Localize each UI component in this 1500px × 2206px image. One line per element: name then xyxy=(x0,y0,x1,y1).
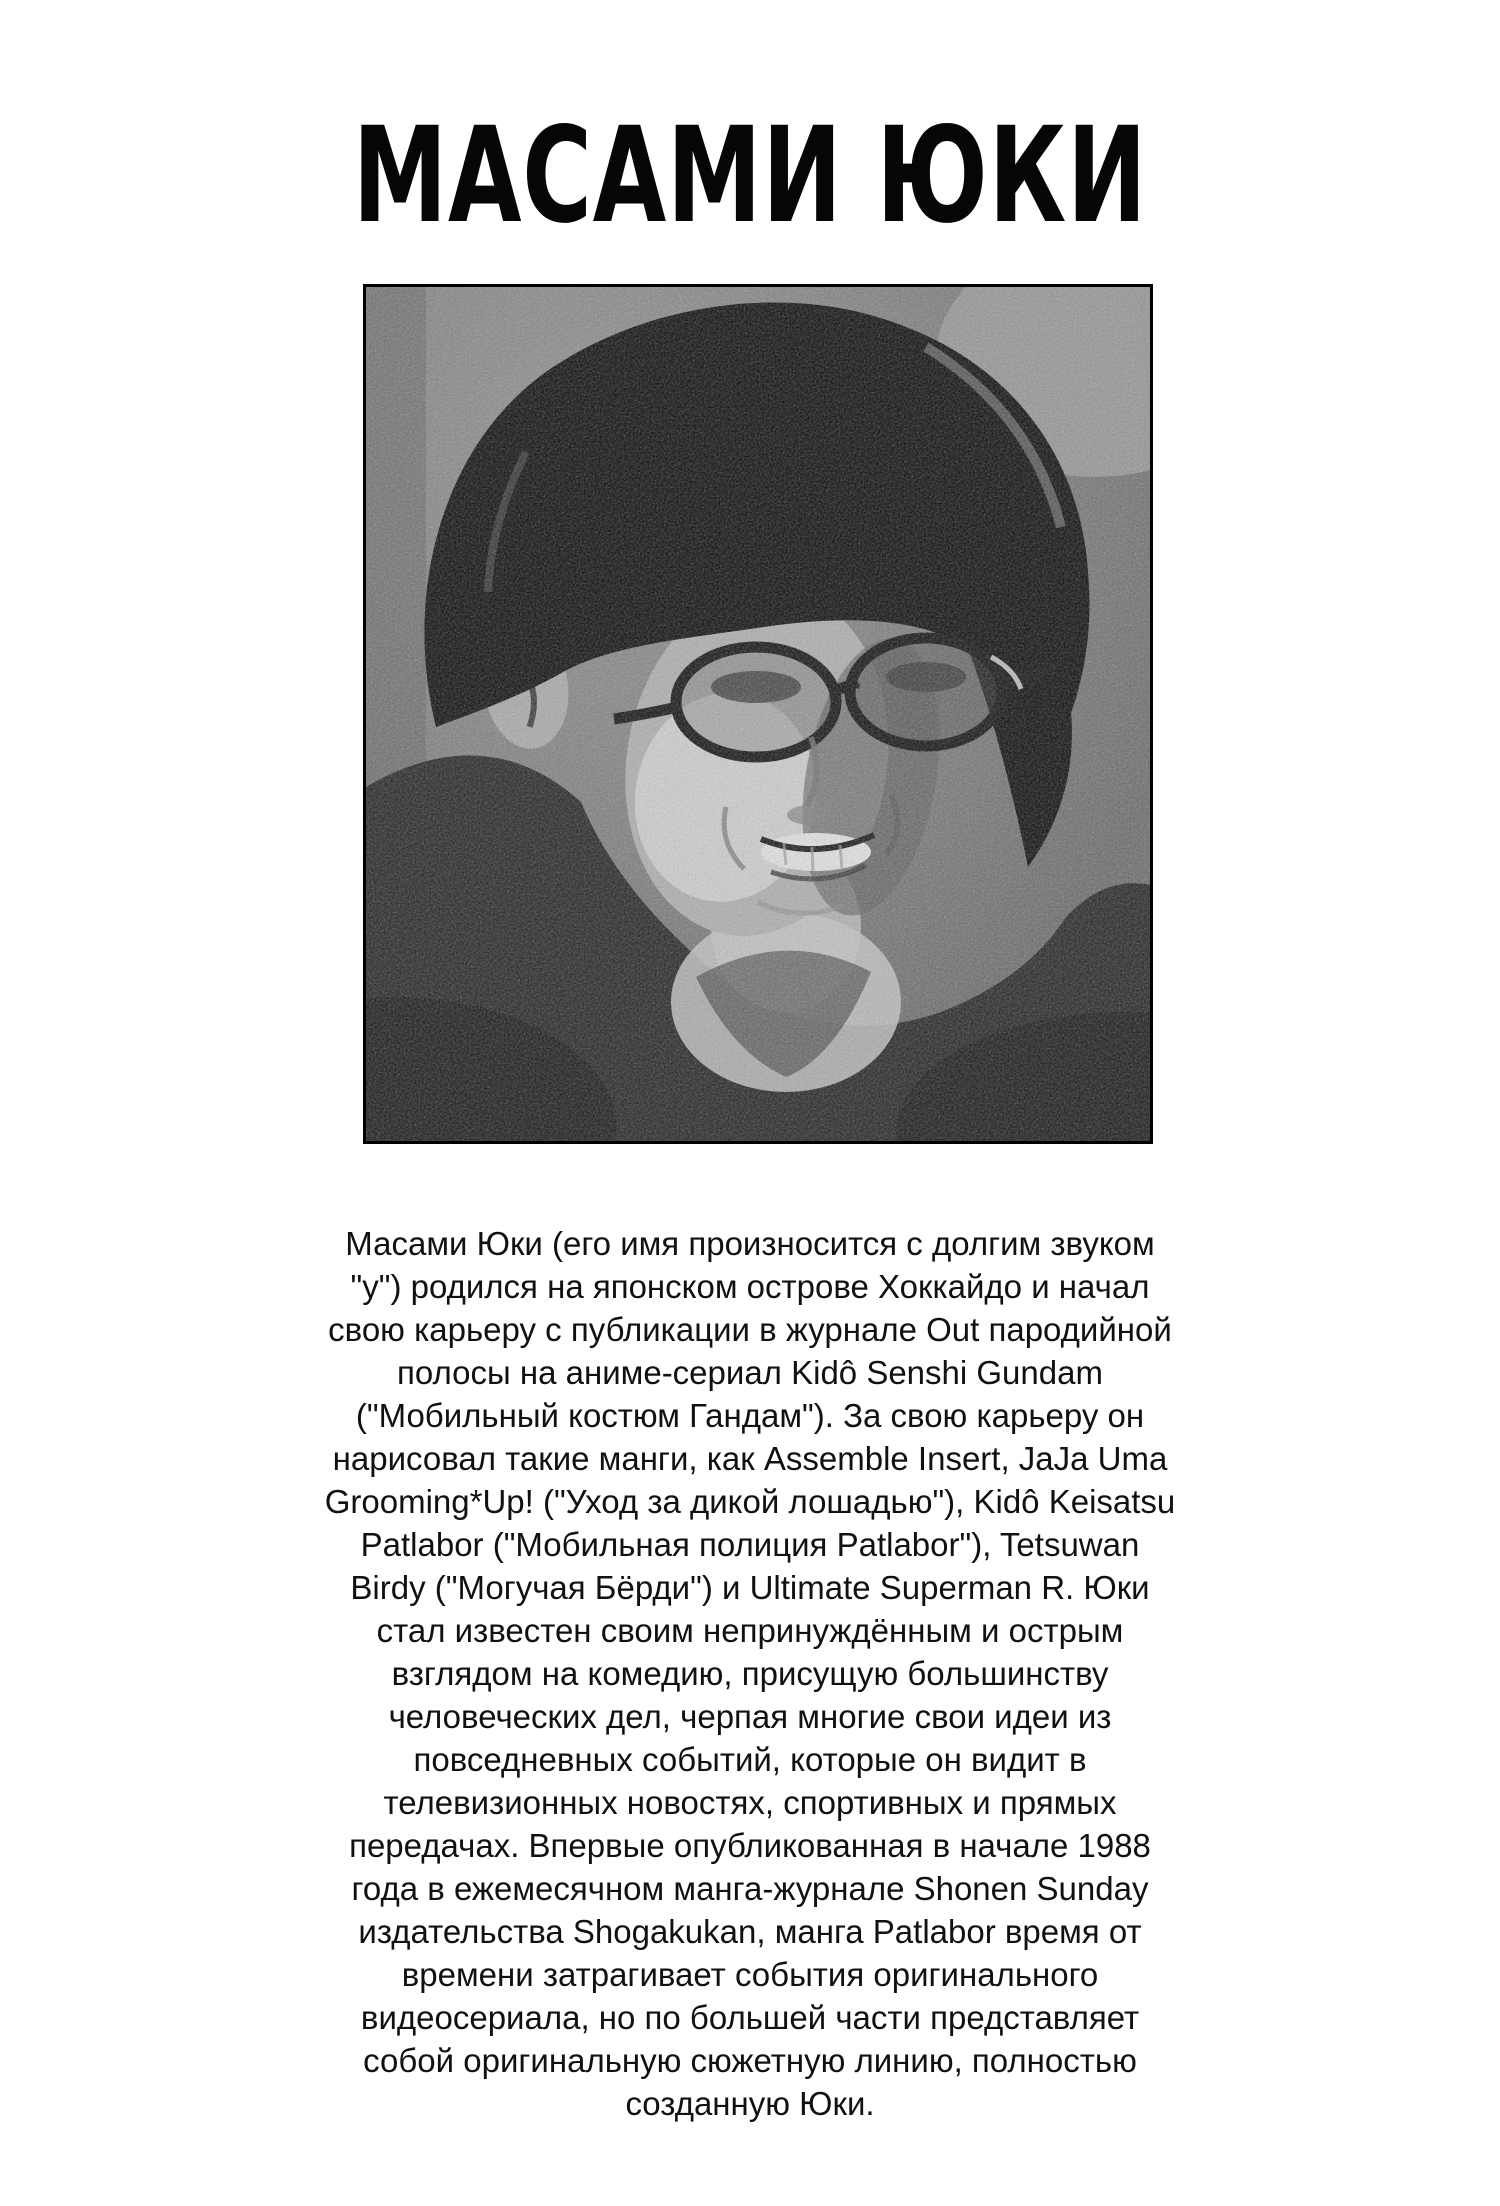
bio-line: нарисовал такие манги, как Assemble Insert, JaJa Uma xyxy=(332,1440,1168,1477)
bio-line: времени затрагивает события оригинального xyxy=(401,1956,1099,1993)
page-title: МАСАМИ ЮКИ xyxy=(352,99,1148,253)
bio-line: Grooming*Up! ("Уход за дикой лошадью"), Kidô Keisatsu xyxy=(324,1483,1176,1520)
portrait-photo-image xyxy=(366,287,1150,1141)
bio-line: года в ежемесячном манга-журнале Shonen Sunday xyxy=(351,1870,1149,1907)
bio-line: Birdy ("Могучая Бёрди") и Ultimate Superman R. Юки xyxy=(350,1569,1150,1606)
bio-line: повседневных событий, которые он видит в xyxy=(413,1741,1087,1778)
bio-line: человеческих дел, черпая многие свои идеи из xyxy=(388,1698,1112,1735)
bio-text xyxy=(270,1222,1230,2125)
bio-line: видеосериала, но по большей части представляет xyxy=(360,1999,1140,2036)
bio-line: взглядом на комедию, присущую большинству xyxy=(391,1655,1109,1692)
bio-line: ("Мобильный костюм Гандам"). За свою карьеру он xyxy=(355,1397,1145,1434)
portrait-photo xyxy=(363,284,1153,1144)
bio-line: стал известен своим непринуждённым и острым xyxy=(376,1612,1124,1649)
grain-overlay xyxy=(366,287,1150,1141)
bio-line: свою карьеру с публикации в журнале Out пародийной xyxy=(328,1311,1172,1348)
bio-line: передачах. Впервые опубликованная в начале 1988 xyxy=(349,1827,1151,1864)
bio-line: собой оригинальную сюжетную линию, полностью xyxy=(363,2042,1137,2079)
bio-line: Patlabor ("Мобильная полиция Patlabor"), Tetsuwan xyxy=(360,1526,1140,1563)
bio-line: полосы на аниме-сериал Kidô Senshi Gundam xyxy=(397,1354,1103,1391)
bio-line: телевизионных новостях, спортивных и прямых xyxy=(383,1784,1117,1821)
bio-line: созданную Юки. xyxy=(625,2085,875,2122)
bio-line: издательства Shogakukan, манга Patlabor время от xyxy=(358,1913,1142,1950)
bio-line: "у") родился на японском острове Хоккайдо и начал xyxy=(350,1268,1150,1305)
bio-line: Масами Юки (его имя произносится с долгим звуком xyxy=(345,1225,1155,1262)
